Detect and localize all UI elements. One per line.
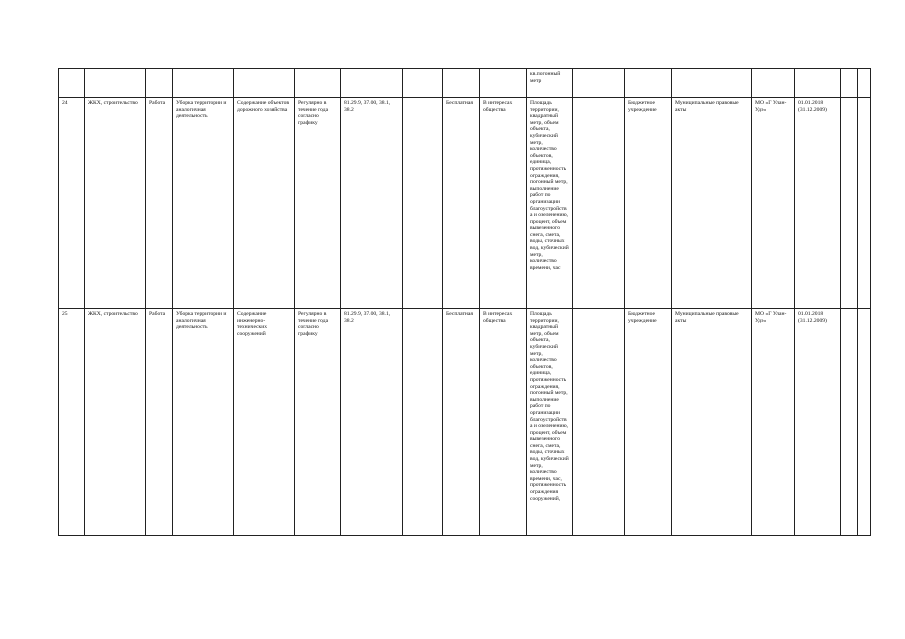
cell-volume-indicators: Площадь территории, квадратный метр, объем объекта, кубический метр, количество объектов, единица, протяженность ограждения, погонный метр, выполнение работ по организации благоустройства и озеленению, процент, объем вывезенного снега, смета, воды, сточных вод, кубический метр, количество времени, час, протяженность ограждения сооружений, (527, 309, 573, 536)
cell-type (146, 69, 173, 98)
document-table-wrapper (58, 68, 870, 536)
cell-legal-basis (672, 69, 752, 98)
cell-volume-indicators: кв.погонный метр (527, 69, 573, 98)
cell-row-number (59, 69, 85, 98)
cell-content: Содержание инженерно-технических сооружений (234, 309, 295, 536)
cell-okved-codes: 81.29.9, 37.00, 38.1, 38.2 (341, 309, 403, 536)
cell-type: Работа (146, 309, 173, 536)
cell-legal-basis: Муниципальные правовые акты (672, 98, 752, 309)
table-row (59, 69, 871, 98)
cell-payment-type: Бесплатная (443, 98, 480, 309)
cell-extra (403, 309, 443, 536)
cell-provider-type: Бюджетное учреждение (625, 309, 672, 536)
cell-sector: ЖКХ, строительство (85, 98, 146, 309)
cell-frequency (295, 69, 341, 98)
cell-extra-4 (858, 309, 871, 536)
cell-extra-3 (841, 69, 858, 98)
cell-content: Содержание объектов дорожного хозяйства (234, 98, 295, 309)
cell-extra-4 (858, 69, 871, 98)
cell-municipality: МО «Г Улан-Удэ» (752, 98, 795, 309)
cell-activity-kind: Уборка территории и аналогичная деятельность (173, 98, 234, 309)
cell-extra-2 (573, 98, 625, 309)
cell-row-number: 25 (59, 309, 85, 536)
cell-extra-2 (573, 69, 625, 98)
cell-volume-indicators: Площадь территории, квадратный метр, объем объекта, кубический метр, количество объектов, единица, протяженность ограждения, погонный метр, выполнение работ по организации благоустройства и озеленению, процент, объем вывезенного снега, смета, воды, сточных вод, кубический метр, количество времени, час (527, 98, 573, 309)
cell-frequency: Регулярно в течение года согласно графику (295, 309, 341, 536)
table-body (59, 69, 871, 536)
cell-legal-basis: Муниципальные правовые акты (672, 309, 752, 536)
cell-municipality: МО «Г Улан-Удэ» (752, 309, 795, 536)
cell-interest: В интересах общества (480, 309, 527, 536)
cell-frequency: Регулярно в течение года согласно графику (295, 98, 341, 309)
cell-interest (480, 69, 527, 98)
cell-municipality (752, 69, 795, 98)
table-row (59, 309, 871, 536)
cell-okved-codes (341, 69, 403, 98)
cell-dates (795, 69, 841, 98)
cell-type: Работа (146, 98, 173, 309)
cell-extra-3 (841, 98, 858, 309)
cell-sector (85, 69, 146, 98)
cell-extra-3 (841, 309, 858, 536)
cell-activity-kind: Уборка территории и аналогичная деятельность (173, 309, 234, 536)
cell-row-number: 24 (59, 98, 85, 309)
cell-payment-type: Бесплатная (443, 309, 480, 536)
services-table (58, 68, 871, 536)
cell-activity-kind (173, 69, 234, 98)
cell-dates: 01.01.2018 (31.12.2009) (795, 309, 841, 536)
cell-payment-type (443, 69, 480, 98)
cell-provider-type: Бюджетное учреждение (625, 98, 672, 309)
cell-extra (403, 98, 443, 309)
cell-extra (403, 69, 443, 98)
table-row (59, 98, 871, 309)
cell-extra-4 (858, 98, 871, 309)
cell-content (234, 69, 295, 98)
cell-sector: ЖКХ, строительство (85, 309, 146, 536)
cell-provider-type (625, 69, 672, 98)
cell-extra-2 (573, 309, 625, 536)
cell-dates: 01.01.2018 (31.12.2009) (795, 98, 841, 309)
cell-interest: В интересах общества (480, 98, 527, 309)
cell-okved-codes: 81.29.9, 37.00, 38.1, 38.2 (341, 98, 403, 309)
